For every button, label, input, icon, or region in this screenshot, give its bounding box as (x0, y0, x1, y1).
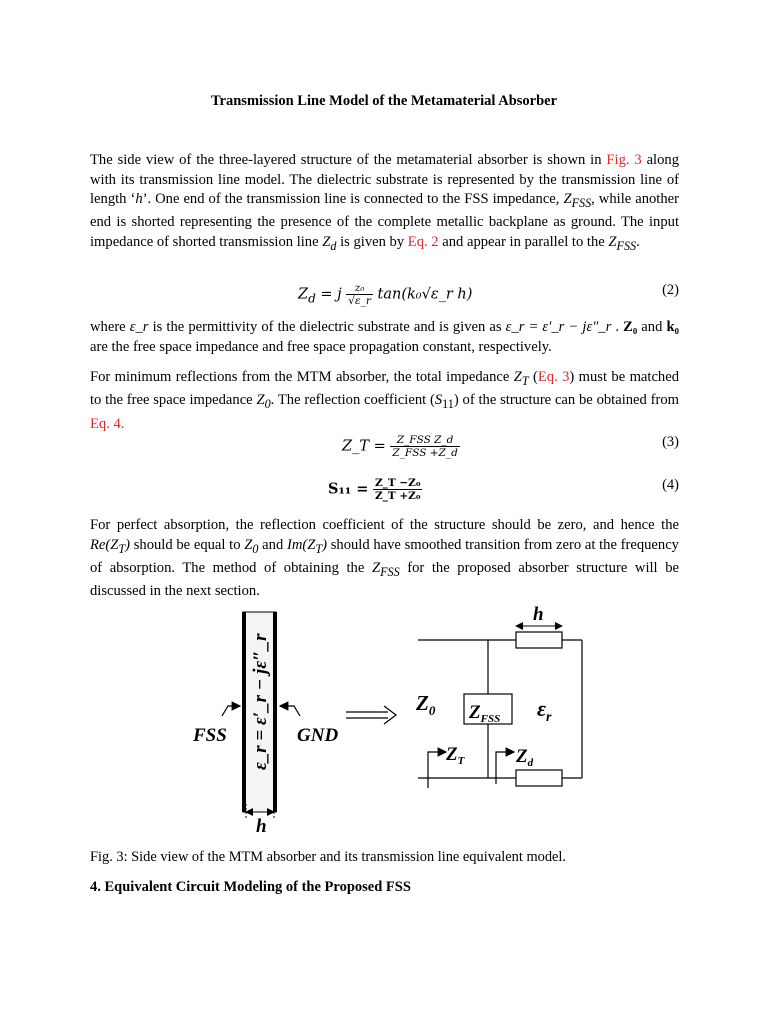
var-z: Z (563, 191, 572, 207)
text: where (90, 319, 130, 335)
text: , while another end is shorted representing the presence of the complete metallic backplane as ground. The input impedance of shorted transmission line (90, 191, 679, 250)
eq-mid: = j (315, 286, 347, 303)
frac-den: Z_FSS +Z_d (392, 447, 458, 459)
sub-fss: FSS (616, 238, 637, 253)
equation-number: (2) (662, 282, 679, 298)
equation-2-body (298, 282, 472, 307)
eq-fraction (346, 282, 373, 307)
re-zt: Re(Z (90, 536, 119, 553)
text: For minimum reflections from the MTM absorber, the total impedance (90, 369, 514, 385)
fss-arrow (222, 706, 240, 716)
paragraph-reflection (90, 368, 679, 434)
text: is the permittivity of the dielectric substrate and is given as (148, 319, 506, 335)
equation-number: (3) (662, 434, 679, 450)
paren: ) (322, 536, 327, 553)
var-k0: k₀ (666, 319, 679, 335)
frac-den: √ε_r (348, 295, 371, 307)
var-z0: Z₀ (623, 319, 638, 335)
text: For perfect absorption, the reflection coefficient of the structure should be zero, and hence the (90, 517, 679, 533)
zd-arrow (496, 752, 514, 784)
fss-layer (242, 612, 246, 812)
paragraph-permittivity (90, 318, 679, 357)
ref-eq3-link[interactable]: Eq. 3 (537, 369, 570, 385)
var-z: Z (513, 369, 522, 385)
eq-lhs: S₁₁ = (328, 480, 369, 498)
equation-4 (90, 477, 679, 517)
text: and (258, 536, 287, 553)
eps-expression: ε_r = ε′_r − jε″_r (505, 319, 612, 335)
text: and (637, 319, 667, 335)
figure-caption: Fig. 3: Side view of the MTM absorber and its transmission line equivalent model. (90, 849, 567, 865)
text: The side view of the three-layered structure of the metamaterial absorber is shown in (90, 152, 607, 168)
var-z: Z (322, 233, 331, 250)
zfss-box-label: $Z_{FSS}$ (469, 702, 501, 725)
zt-label: $Z_T$ (446, 744, 465, 767)
section-title: Transmission Line Model of the Metamaterial Absorber (210, 93, 558, 109)
sub-t: T (315, 541, 323, 556)
text: . The reflection coefficient ( (270, 392, 435, 409)
fss-label: FSS (193, 725, 227, 746)
sub-11: 11 (442, 397, 454, 412)
sub-fss: FSS (380, 564, 400, 579)
z0-label: $Z_0$ (416, 691, 436, 718)
frac-num: Z_T −Z₀ (374, 477, 421, 489)
zd-label: $Z_d$ (516, 746, 534, 769)
equation-3 (90, 434, 679, 474)
paragraph-absorption (90, 516, 679, 602)
text: is given by (336, 233, 408, 250)
eq-lhs: Z (298, 286, 309, 303)
paren: ) (125, 536, 131, 553)
frac-den: Z_T +Z₀ (374, 490, 421, 502)
var-z: Z (256, 392, 265, 409)
gnd-label: GND (297, 725, 339, 746)
text: are the free space impedance and free space propagation constant, respectively. (90, 338, 552, 355)
var-s: S (434, 392, 443, 409)
var-z: Z (244, 536, 253, 553)
var-z: Z (371, 559, 381, 576)
sub-t: T (521, 373, 529, 388)
eq-rhs: tan(k₀√ε_r h) (377, 286, 473, 303)
text: should be equal to (130, 536, 245, 553)
ref-eq4-link[interactable]: Eq. 4. (90, 415, 125, 432)
h-top-label: h (533, 604, 544, 625)
h-bottom-label: h (256, 816, 267, 837)
figure-3-diagram (0, 600, 768, 840)
text: ’. One end of the transmission line is connected to the FSS impedance, (142, 191, 564, 207)
sub-d: d (330, 238, 337, 253)
transmission-line-circuit (418, 632, 582, 786)
paragraph-intro (90, 151, 679, 256)
ref-eq2-link[interactable]: Eq. 2 (407, 233, 439, 250)
eq-lhs: Z_T = (342, 438, 386, 455)
sub-0: 0 (252, 541, 259, 556)
text: . (636, 233, 640, 250)
gnd-layer (273, 612, 277, 812)
eq-fraction (390, 434, 459, 459)
text: . (611, 319, 624, 335)
section-heading: 4. Equivalent Circuit Modeling of the Proposed FSS (90, 879, 411, 895)
var-z: Z (608, 233, 617, 250)
equation-3-body (342, 434, 460, 459)
text: along with its transmission line model. The dielectric substrate is represented by the transmission line of length ‘ (90, 152, 679, 207)
eps-vertical-label: ε_r = ε′_r − jε″_r (250, 633, 271, 770)
zt-arrow (428, 752, 446, 788)
var-h: h (135, 191, 143, 207)
equivalent-arrow-icon (346, 706, 396, 724)
equation-number: (4) (662, 477, 679, 493)
sub-fss: FSS (571, 195, 592, 210)
equation-2 (90, 282, 679, 322)
sub-t: T (118, 541, 126, 556)
text: should have smoothed transition from zero at the frequency of absorption. The method of obtaining the (90, 536, 679, 576)
text: for the proposed absorber structure will be discussed in the next section. (90, 559, 679, 600)
eq-fraction (373, 477, 422, 502)
eq-lhs-sub: d (308, 291, 316, 306)
var-eps: ε_r (129, 319, 149, 335)
frac-num: z₀ (346, 282, 373, 295)
frac-num: Z_FSS Z_d (390, 434, 459, 447)
eps-r-label: $\varepsilon_r$ (537, 696, 552, 725)
sub-0: 0 (264, 397, 271, 412)
text: ) must be matched to the free space impedance (90, 369, 680, 409)
ref-fig3-link[interactable]: Fig. 3 (606, 152, 642, 168)
text: and appear in parallel to the (438, 233, 609, 250)
im-zt: Im(Z (286, 536, 316, 553)
equation-4-body (328, 477, 422, 502)
text: ) of the structure can be obtained from (453, 392, 679, 409)
gnd-arrow (280, 706, 300, 716)
text: ( (528, 369, 538, 385)
